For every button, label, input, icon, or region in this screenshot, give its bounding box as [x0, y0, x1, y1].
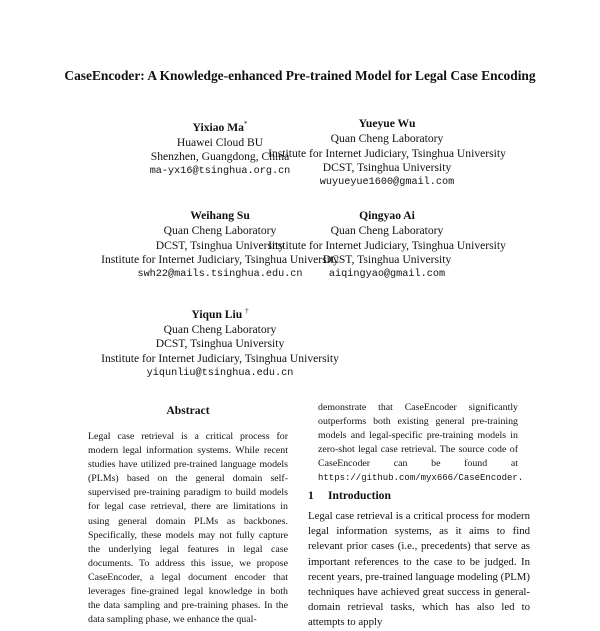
- author-name: Yiqun Liu †: [191, 307, 249, 321]
- author-email: yiqunliu@tsinghua.edu.cn: [146, 368, 294, 380]
- section-heading: [308, 489, 391, 502]
- author-name: Yueyue Wu: [358, 117, 416, 130]
- author-affiliation: Shenzhen, Guangdong, China: [150, 150, 290, 164]
- author-affiliation: Institute for Internet Judiciary, Tsinghua University: [268, 146, 506, 160]
- author-affiliation: Quan Cheng Laboratory: [163, 322, 277, 336]
- author-affiliation: DCST, Tsinghua University: [155, 337, 285, 351]
- author-email: swh22@mails.tsinghua.edu.cn: [137, 269, 303, 281]
- author-affiliation: Institute for Internet Judiciary, Tsinghua University: [101, 253, 339, 267]
- author-affiliation: Institute for Internet Judiciary, Tsinghua University: [268, 238, 506, 252]
- author-affiliation: DCST, Tsinghua University: [322, 161, 452, 175]
- author-affiliation: Quan Cheng Laboratory: [163, 223, 277, 237]
- author-name: Yixiao Ma*: [192, 120, 248, 134]
- paper-title: CaseEncoder: A Knowledge-enhanced Pre-trained Model for Legal Case Encoding: [64, 68, 536, 83]
- author-name: Qingyao Ai: [359, 209, 415, 222]
- abstract-text: Legal case retrieval is a critical process for modern legal information systems. While recent studies have utilized pre-trained language models (PLMs) based on the general domain self-supervised pre-training paradigm to build models for legal case retrieval, there are limitations in using general domain PLMs as backbones. Specifically, these models may not fully capture the underlying legal features in legal case documents. To address this issue, we propose CaseEncoder, a legal document encoder that leverages fine-grained legal knowledge in both the data sampling and pre-training phases. In the data sampling phase, we enhance the qual-: [88, 431, 288, 626]
- source-code-url: https://github.com/myx666/CaseEncoder.: [318, 473, 524, 484]
- author-name: Weihang Su: [190, 209, 250, 222]
- author-block-4: [242, 209, 532, 283]
- author-affiliation: Quan Cheng Laboratory: [330, 131, 444, 145]
- author-affiliation: Huawei Cloud BU: [176, 135, 264, 149]
- intro-paragraph: Legal case retrieval is a critical process for modern legal information systems, as it aims to find relevant prior cases (i.e., precedents) that serve as important references to the case to be judged. In recent years, pre-trained language modeling (PLM) techniques have achieved great success in general-domain retrieval tasks, which has also led to attempts to apply: [308, 510, 530, 629]
- author-block-5: [75, 304, 365, 382]
- author-affiliation: DCST, Tsinghua University: [322, 253, 452, 267]
- author-affiliation: Institute for Internet Judiciary, Tsinghua University: [101, 352, 339, 366]
- section-number: 1: [308, 489, 314, 502]
- author-email: aiqingyao@gmail.com: [328, 269, 446, 281]
- abstract-heading: Abstract: [166, 404, 210, 417]
- section-title: Introduction: [328, 489, 391, 502]
- author-email: wuyueyue1600@gmail.com: [319, 177, 455, 189]
- author-email: ma-yx16@tsinghua.org.cn: [149, 166, 291, 178]
- author-affiliation: Quan Cheng Laboratory: [330, 223, 444, 237]
- author-affiliation: DCST, Tsinghua University: [155, 238, 285, 252]
- abstract-continuation: demonstrate that CaseEncoder significantly outperforms both existing general pre-training models and legal-specific pre-training models in zero-shot legal case retrieval. The source code of CaseEncoder can be found at https://github.com/myx666/CaseEncoder.: [318, 402, 524, 484]
- author-block-2: [242, 117, 532, 191]
